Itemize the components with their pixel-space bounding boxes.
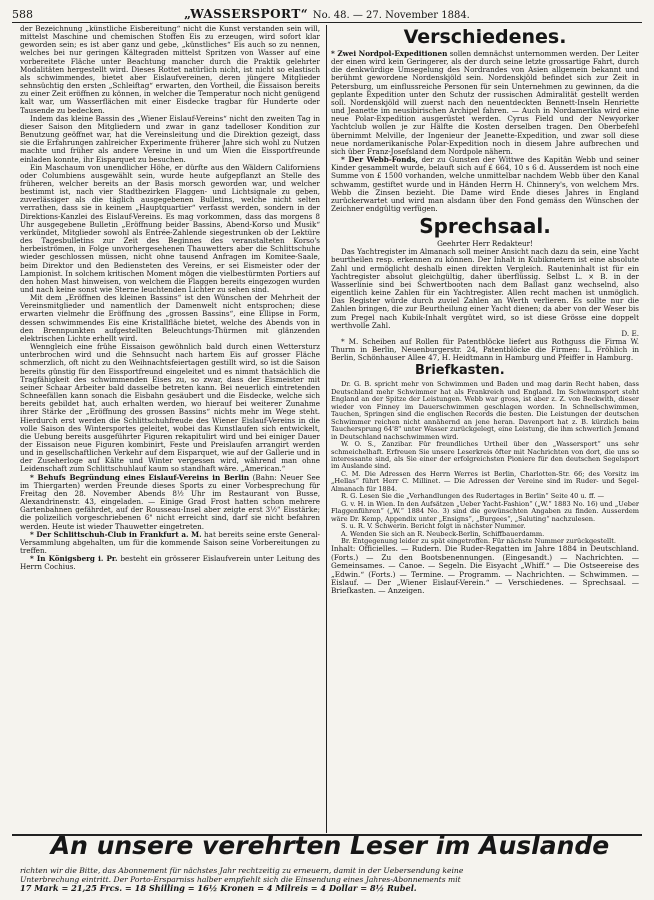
section-heading-briefkasten: Briefkasten. — [415, 363, 505, 379]
item-text: der zu Gunsten der Wittwe des Kapitän Webb und seiner Kinder gesammelt wurde, belauft sich auf £ 664, 10 s 6 d. Ausserdem ist noch eine Summe von £ 1500 vorhanden, welche unmittelbar nachdem Webb über den Kanal schwamm, gestiftet wurde und in Händen Herrn H. Chinnery's, von welchem Mrs. Webb die Zinsen bezieht. Die Dame wird Ende dieses Jahres in England zurückerwartet und wird man alsdann über den Fond gemäss den Wünschen der Zeichner endgültig verfügen. — [331, 155, 639, 213]
note-label: * Der Schlittschuh-Club in Frankfurt a. M. — [30, 529, 202, 539]
right-column — [331, 25, 639, 835]
article-paragraph: Ein Maschaum von unendlicher Höhe, er dürfte aus den Wäldern Californiens oder Columbiens ausgewählt sein, wurde heute aufgepflanzt an Stelle des früheren, welcher bereits an der Basis morsch geworden war, und welcher bestimmt ist, nach vier Stadtbezirken Flaggen- und Lichtsignale zu geben, zuverlässiger als die täglich ausgegebenen Bulletins, welche nicht selten verrathen, dass sie in keinem „Hauptquartier“ verfasst werden, sondern in der Direktions-Kanzlei des Eislauf-Vereins. Es mag vorkommen, dass das morgens 8 Uhr ausgegebene Bulletin „Eröffnung beider Bassins, Abend-Korso und Musik“ verkündet, Mitglieder sowohl als Entrée-Zahlende siegestrunken ob der Lektüre des Tagesbulletins zur Zeit des Beginnes des veranstalteten Korso's herbeiströmen, in Folge unvorhergesehenen Thauwetters aber die Schlittschuhe wieder geschlossen müssen, nicht ohne tausend Anfragen im Komitee-Saale, beim Direktor und den Bediensteten des Vereins, er sei Eismeister oder der Lampionist. In solchem kritischen Moment mögen die vielbestürmten Portiers auf den hohen Mast hinweisen, von welchem die Flaggen bereits eingezogen wurden und nach keine sonst wie Sterne leuchtenden Lichter zu sehen sind. — [20, 162, 320, 294]
briefkasten-entry: Br. Entgegenung leider zu spät eingetroffen. Für nächste Nummer zurückgestellt. — [341, 536, 616, 545]
header-rule — [12, 22, 642, 23]
briefkasten-entry: Dr. G. B. spricht mehr von Schwimmen und Baden und mag darin Recht haben, dass Deutschland mehr Schwimmer hat als Frankreich und England. Im Schwimmsport steht England an der Spitze der Leistungen. Webb war gross, ist aber z. Z. von Beckwith, dieser wieder von Finney im Dauerschwimmen geschlagen worden. In Schnellschwimmen, Tauchen, Springen sind die englischen Records die besten. Die Leistungen der deutschen Schwimmer reichen nicht annähernd an jene heran. Davenport hat z. B. kürzlich beim Tauchersprung 64'8" unter Wasser zurückgelegt, eine Leistung, die ihm schwerlich Jemand in Deutschland nachschwimmen wird. — [331, 380, 639, 441]
letter-paragraph: Das Yachtregister im Almanach soll meiner Ansicht nach dazu da sein, eine Yacht beurtheilen resp. erkennen zu können. Der Inhalt in Kubikmetern ist eine absolute Zahl und ermöglicht deshalb einen direkten Vergleich. Rauteninhalt ist für ein Yachtregister absolut gleichgültig, daher überflüssig. Selbst L. × B. in der Wasserlinie sind bei Schwertbooten nach dem Ballast ganz wechselnd, also eigentlich keine Zahlen für ein Yachtregister. Allen recht machen ist unmöglich. Das Register würde durch zuviel Zahlen an Werth verlieren. Es sollte nur die Zahlen bringen, die zur Beurtheilung einer Yacht dienen; da aber von der Weser bis zum Pregel nach Kubik-Inhalt vergütet wird, so ist diese Grösse eine doppelt werthvolle Zahl. — [331, 247, 639, 330]
article-paragraph: Mit dem „Eröffnen des kleinen Bassins“ ist den Wünschen der Mehrheit der Vereinsmitglieder und namentlich der Damenwelt nicht entsprochen; diese erwarten vielmehr die Eröffnung des „grossen Bassins“, eine Ellipse in Form, dessen schwimmendes Eis eine Kristallfläche bietet, welche des Abends von in den Brennpunkten aufgestellten Beleuchtungs-Thürmen mit glänzenden elektrischen Lichte erhellt wird. — [20, 293, 320, 343]
briefkasten-entry: W. O. S., Zanzibar. Für freundliches Urtheil über den „Wassersport“ uns sehr schmeichelhaft. Erfreuen Sie unsere Leserkreis öfter mit Nachrichten von dort, die uns so interessante sind, als Sie einer der erfolgreichsten Pioniere für den deutschen Segelsport im Auslande sind. — [331, 440, 639, 471]
notice-price-line: 17 Mark = 21,25 Frcs. = 18 Shilling = 16½ Kronen = 4 Milreis = 4 Dollar = 8½ Rubel. — [20, 883, 417, 893]
notice-title: An unsere verehrten Leser im Auslande — [50, 831, 610, 860]
column-divider — [326, 25, 327, 833]
briefkasten-entry: R. G. Lesen Sie die „Verhandlungen des Rudertages in Berlin“ Seite 40 u. ff. — — [341, 492, 605, 501]
item-text: sollen demnächst unternommen werden. Der Leiter der einen wird kein Geringerer, als der durch seine letzte grossartige Fahrt, durch die denkwürdige Umsegelung des Nordrandes von Asien allgemein bekannt und berühmt gewordene Nordenskjöld sein. Nordenskjöld befindet sich zur Zeit in Petersburg, um einflussreiche Personen für sein Unternehmen zu gewinnen, da die geplante Expedition unter den Schutz der russischen Admiralität gestellt werden soll. Nordenskjöld will zuerst nach den neuentdeckten Bennett-Inseln Henriette und Jeanette im neusibirischen Archipel fahren. — Auch in Nordamerika wird eine neue Polar-Expedition ausgerüstet werden. Cyrus Field und der Newyorker Yachtclub wollen je zur Hälfte die Kosten derselben tragen. Den Oberbefehl übernimmt Melville, der Ingenieur der Jeanette-Expedition, und zwar soll diese neue nordamerikanische Polar-Expedition noch in diesem Jahre aufbrechen und sich über Franz-Josefsland dem Nordpole nähern. — [331, 49, 639, 156]
note-text: hat bereits seine erste General-Versammlung abgehalten, um für die kommende Saison seine Vorbereitungen zu treffen. — [20, 529, 320, 555]
masthead-name: „WASSERSPORT“ — [184, 7, 309, 21]
briefkasten-entry: G. v. H. in Wien. In den Aufsätzen „Ueber Yacht-Fashion“ („W.“ 1883 No. 16) und „Ueber Flaggenführen“ („W.“ 1884 No. 3) sind die gewünschten Angaben zu finden. Ausserdem wäre Dr. Kemp, Appendix unter „Ensigns“, „Burgees“, „Saluting“ nachzulesen. — [331, 499, 639, 523]
page-header — [0, 6, 654, 22]
article-paragraph: der Bezeichnung „künstliche Eisbereitung“ nicht die Kunst verstanden sein will, mittelst Maschine und chemischen Stoffen Eis zu erzeugen, wird sofort klar geworden sein; es ist aber ganz und gebe, „künstliches“ Eis auch so zu nennen, welches bei nur geringen Kältegraden mittelst Spritzen von Wasser auf eine vorbereitete Fläche unter Beachtung mancher durch die Praktik gelehrter Modalitäten hergestellt wird. Dieses Rottet natürlich nicht, ist nicht so elastisch als schwimmendes, bietet aber Eislaufvereinen, deren jüngere Mitglieder sehnsüchtig den ersten „Schleiftag“ erwarten, den Vortheil, die Eissaison bereits zu einer Zeit eröffnen zu können, in welcher die Temperatur noch nicht genügend kalt war, um Wasserflächen mit einer Eisdecke tragbar für Hunderte oder Tausende zu bedecken. — [20, 25, 320, 115]
news-item — [331, 50, 639, 156]
notice-body — [20, 866, 640, 900]
briefkasten-entry: A. Wenden Sie sich an R. Neubeck-Berlin, Schiffbauerdamm. — [341, 529, 545, 538]
letter-salutation: Geehrter Herr Redakteur! — [437, 239, 533, 249]
article-paragraph: Wenngleich eine frühe Eissaison gewöhnlich bald durch einen Wettersturz unterbrochen wird und die Sehnsucht nach hartem Eis auf grosser Fläche schmerzlich, oft nicht zu den Weihnachtsfeiertagen gestillt wird, so ist die Saison bereits günstig für den Eissportfreund eingeleitet und es nimmt thatsächlich die Tragfähigkeit des schwimmenden Eises zu, so zwar, dass der Eismeister mit seiner Schaar Arbeiter bald dasselbe betreten kann. Bei neuerlich eintretenden Schneefällen kann sonach die Eisbahn gesäubert und die Eisdecke, welche sich bereits gebildet hat, auch erhalten werden, wo hierauf bei weiterer Zunahme ihrer Stärke der „Eröffnung des grossen Bassins“ nichts mehr im Wege steht. Hierdurch erst werden die Schlittschuhfreude des Wiener Eislauf-Vereins in die volle Saison des Wintersportes geleitet, wobei das Kunstlaufen sich entwickelt, die Uebung bereits ausgeführter Figuren rekapitulirt wird und bei einiger Dauer der Eissaison neue Figuren kombinirt, Feste und Preislaufen arrangirt werden und in gesellschaftlichen Verkehr auf dem Eisparquet, wie auf der Gallerie und in der Zuseherloge auf Kälte und Winter vergessen wird, während man ohne Leidenschaft zum Schlittschuhlauf kaum so standhaft wäre. „American.“ — [20, 342, 320, 474]
notice-line: richten wir die Bitte, das Abonnement für nächstes Jahr rechtzeitig zu erneuern, damit in der Uebersendung keine — [20, 866, 464, 875]
briefkasten-entry: C. M. Die Adressen des Herrn Werres ist Berlin, Charlotten-Str. 66; des Vorsitz im „Hellas“ führt Herr C. Millinet. — Die Adressen der Vereine sind im Ruder- und Segel-Almanach für 1884. — [331, 469, 639, 493]
news-item — [331, 156, 639, 213]
briefkasten-entry: S. u. R. V. Schwerin. Bericht folgt in nächster Nummer. — [341, 522, 526, 531]
section-heading-verschiedenes: Verschiedenes. — [403, 26, 567, 48]
letter-signature: D. E. — [621, 328, 639, 338]
article-paragraph: Indem das kleine Bassin des „Wiener Eislauf-Vereins“ nicht den zweiten Tag in dieser Saison den Mitgliedern und zwar in ganz tadelloser Kondition zur Benutzung geöffnet war, hat die Vereinsleitung und die Direktion gezeigt, dass sie die Erfahrungen zahlreicher Experimente früherer Jahre sich wohl zu Nutzen machte und früher als andere Vereine in und um Wien die Eissportfreunde einladen konnte, ihr Eisparquet zu besuchen. — [20, 113, 320, 164]
table-of-contents: Inhalt: Officielles. — Rudern. Die Ruder-Regatten im Jahre 1884 in Deutschland. (Forts.) — Zu den Bootsbenennungen. (Eingesandt.) — Nachrichten. — Gemeinsames. — Canoe. — Segeln. Die Eisyacht „Whiff.“ — Die Ostseereise des „Edwin.“ (Forts.) — Termine. — Programm. — Nachrichten. — Schwimmen. — Eislauf. — Der „Wiener Eislauf-Verein.“ — Verschiedenes. — Sprechsaal. — Briefkasten. — Anzeigen. — [331, 544, 639, 596]
section-heading-sprechsaal: Sprechsaal. — [419, 214, 551, 239]
page-number: 588 — [12, 8, 33, 21]
note-text: besteht ein grösserer Eislaufverein unter Leitung des Herrn Cochius. — [20, 554, 320, 572]
note-text: (Bahn: Neuer See im Thiergarten) werden Freunde dieses Sports zu einer Vorbesprechung für Freitag den 28. November Abends 8½ Uhr im Restaurant von Busse, Alexandrinenstr. 43, eingeladen. — Einige Grad Frost hatten schon mehrere Gartenbahnen gefährdet, auf der Rousseau-Insel aber zeigte erst 3½" Eisstärke; die polizeilich vorgeschriebenen 6" nicht erreicht sind, darf sie nicht befahren werden. Heute ist wieder Thauwetter eingetreten. — [20, 472, 320, 531]
left-column — [20, 25, 320, 835]
briefkasten-list — [331, 381, 639, 545]
news-note — [20, 555, 320, 571]
masthead-title — [0, 7, 654, 21]
note-label: * Behufs Begründung eines Eislauf-Vereins in Berlin — [30, 472, 250, 482]
news-note — [20, 531, 320, 555]
letter-paragraph: * M. Scheiben auf Rollen für Patentblöcke liefert aus Rothguss die Firma W. Thurm in Berlin, Neuenburgerstr. 24, Patentblöcke die Firmen: L. Fröhlich in Berlin, Schönhauser Allee 47, H. Heidtmann in Hamburg und Pfeiffer in Hamburg. — [331, 337, 639, 363]
note-label: * In Königsberg i. Pr. — [30, 554, 118, 564]
item-label: * Zwei Nordpol-Expeditionen — [331, 49, 448, 58]
issue-info: No. 48. — 27. November 1884. — [312, 10, 470, 21]
notice-line: Unterbrechung eintritt. Der Porto-Ersparniss halber empfiehlt sich die Einsendung eines Jahres-Abonnements mit — [20, 875, 461, 884]
item-label: * Der Webb-Fonds, — [341, 155, 419, 165]
news-note — [20, 474, 320, 531]
